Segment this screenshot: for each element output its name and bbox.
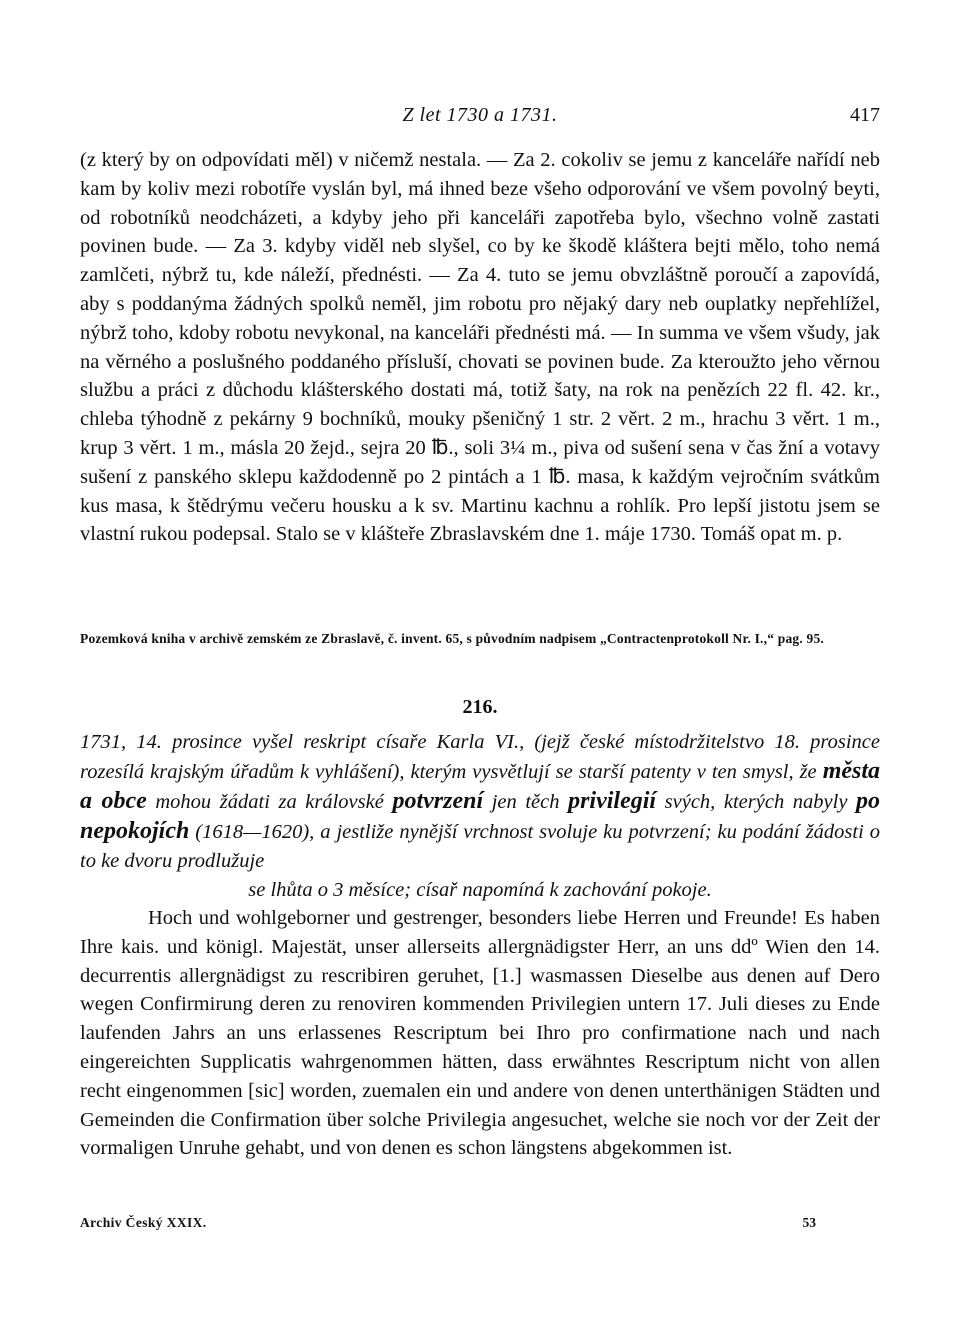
regest-emphasis-2: potvrzení (392, 788, 484, 814)
document-number: 216. (462, 696, 498, 718)
regest-text-3: jen těch (491, 791, 560, 813)
regest-text-1: 1731, 14. prosince vyšel reskript císaře Karla VI., (jejž české místodržitelstvo 18. prosince rozesílá krajským úřadům k vyhlášení), kterým vysvětlují se starší patenty v ten smysl, že (80, 731, 880, 783)
footer-signature: Archiv Český XXIX. (80, 1215, 207, 1230)
section-1-paragraph: (z který by on odpovídati měl) v ničemž nestala. — Za 2. cokoliv se jemu z kanceláře nařídí neb kam by koliv mezi robotíře vyslán byl, má ihned beze všeho odporování ve všem povolný beyti, od robotníků neodcházeti, a kdyby jeho při kanceláři zapotřeba bylo, všechno volně zastati povinen bude. — Za 3. kdyby viděl neb slyšel, co by ke škodě kláštera bejti mělo, toho nemá zamlčeti, nýbrž tu, kde náleží, přednésti. — Za 4. tuto se jemu obvzláštně poroučí a zapovídá, aby s poddanýma žádných spolků neměl, jim robotu pro nějaký dary neb ouplatky nepřehlížel, nýbrž toho, kdoby robotu nevykonal, na kanceláři přednésti má. — In summa ve všem všudy, jak na věrného a poslušného poddaného přísluší, chovati se povinen bude. Za kteroužto jeho věrnou službu a práci z důchodu klášterského dostati má, totiž šaty, na rok na penězích 22 fl. 42. kr., chleba týhodně z pekárny 9 bochníků, mouky pšeničný 1 str. 2 věrt. 2 m., hrachu 3 věrt. 1 m., krup 3 věrt. 1 m., másla 20 žejd., sejra 20 ℔., soli 3¼ m., piva od sušení sena v čas žní a votavy sušení z panského sklepu každodenně po 2 pintách a 1 ℔. masa, k každým vejročním svátkům kus masa, k štědrýmu večeru housku a k sv. Martinu kachnu a rohlík. Pro lepší jistotu jsem se vlastní rukou podepsal. Stalo se v klášteře Zbraslavském dne 1. máje 1730. Tomáš opat m. p. (80, 149, 880, 546)
document-regest (80, 728, 880, 905)
regest-text-6: se lhůta o 3 měsíce; císař napomíná k zachování pokoje. (248, 879, 712, 901)
running-title: Z let 1730 a 1731. (402, 104, 558, 126)
footer-sheet-number: 53 (802, 1215, 816, 1230)
regest-text-4: svých, kterých nabyly (664, 791, 848, 813)
page-footer (80, 1215, 816, 1237)
source-note: Pozemková kniha v archivě zemském ze Zbraslavě, č. invent. 65, s původním nadpisem „Contractenprotokoll Nr. I.,“ pag. 95. (80, 631, 824, 646)
regest-text-2: mohou žádati za královské (155, 791, 384, 813)
regest-emphasis-1: města a obce (80, 758, 881, 814)
regest-emphasis-4: po nepokojích (80, 788, 881, 844)
page-number: 417 (850, 104, 880, 126)
regest-emphasis-3: privilegií (568, 788, 657, 814)
document-text-paragraph: Hoch und wohlgeborner und gestrenger, besonders liebe Herren und Freunde! Es haben Ihre kais. und königl. Majestät, unser allerseits allergnädigster Herr, an uns ddº Wien den 14. decurrentis allergnädigst zu rescribiren geruhet, [1.] wasmassen Dieselbe aus denen auf Dero wegen Confirmirung deren zu renoviren kommenden Privilegien untern 17. Juli dieses zu Ende laufenden Jahrs an uns erlassenes Rescriptum bei Ihro pro confirmatione nach und nach eingereichten Supplicatis wahrgenommen hätten, dass erwähntes Rescriptum nicht von allen recht eingenommen [sic] worden, zuemalen ein und andere von denen unterthänigen Städten und Gemeinden die Confirmation über solche Privilegia angesuchet, welche sie noch vor der Zeit der vormaligen Unruhe gehabt, und von denen es schon längstens abgekommen ist. (80, 907, 880, 1160)
page-header (80, 104, 880, 132)
regest-text-5: (1618—1620), a jestliže nynější vrchnost svoluje ku potvrzení; ku podání žádosti o to ke dvoru prodlužuje (80, 821, 880, 872)
